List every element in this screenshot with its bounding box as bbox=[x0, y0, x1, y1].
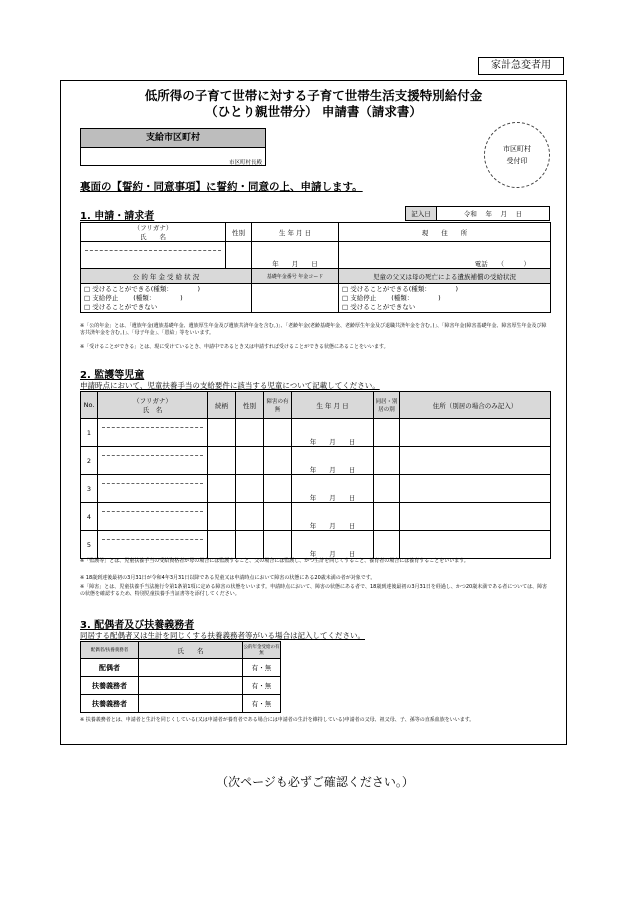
section3-note: ※ 扶養義務者とは、申請者と生計を同じくしている(又は申請者が養育者である場合には申請者の生計を維持している)申請者の父母、祖父母、子、孫等の直系血族をいいます。 bbox=[80, 717, 475, 723]
applicant-table bbox=[80, 222, 551, 313]
section1-date-table bbox=[80, 206, 550, 221]
dependent-row: 扶養義務者 有・無 bbox=[81, 677, 281, 695]
footer-note: （次ページも必ずご確認ください。） bbox=[216, 775, 414, 789]
title-line1: 低所得の子育て世帯に対する子育て世帯生活支援特別給付金 bbox=[144, 88, 483, 103]
section2-note1: ※「監護等」とは、児童扶養手当の受給資格者が母の場合には監護すること、父の場合には監護し、かつ生計を同じくすること、養育者の場合には養育することをいいます。 bbox=[80, 558, 469, 564]
child-disability-header: 障害の有無 bbox=[264, 392, 292, 419]
applicant-dob-field[interactable]: 年 月 日 bbox=[252, 242, 339, 269]
applicant-address-field[interactable]: 電話 （ ） bbox=[339, 242, 551, 269]
child-gender-header: 性別 bbox=[236, 392, 264, 419]
child-living-header: 同居・別居の別 bbox=[374, 392, 400, 419]
form-title bbox=[60, 88, 567, 120]
date-field[interactable]: 令和 年 月 日 bbox=[437, 207, 550, 221]
child-dob-header: 生 年 月 日 bbox=[292, 392, 374, 419]
pension-options[interactable]: □ 受けることができる(種類： ) □ 支給停止 (種類： ) □ 受けることができない bbox=[81, 284, 252, 313]
dependent-row: 配偶者 有・無 bbox=[81, 659, 281, 677]
section1-note1: ※「公的年金」とは、「遺族年金(遺族基礎年金、遺族厚生年金及び遺族共済年金を含む。)」、「老齢年金(老齢基礎年金、老齢厚生年金及び退職共済年金を含む。)」、「障害年金(障害基礎年金、障害厚生年金及び障害共済年金を含む。)」、「母子年金」、「恩給」等をいいます。 bbox=[80, 323, 547, 336]
municipality-label: 支給市区町村 bbox=[81, 129, 265, 148]
dependent-name-header: 氏 名 bbox=[139, 642, 243, 659]
section3-title: 3. 配偶者及び扶養義務者 bbox=[80, 620, 195, 631]
section1-note2: ※「受けることができる」とは、現に受けているとき、申請中であるとき又は申請すれば受けることができる状態にあることをいいます。 bbox=[80, 344, 389, 350]
municipality-box bbox=[80, 128, 266, 166]
date-label: 記入日 bbox=[406, 207, 437, 221]
pledge-notice: 裏面の【誓約・同意事項】に誓約・同意の上、申請します。 bbox=[80, 181, 363, 193]
dob-header: 生 年 月 日 bbox=[252, 223, 339, 242]
child-row: 5 年 月 日 bbox=[81, 531, 551, 559]
child-no-header: No. bbox=[81, 392, 98, 419]
section2-note2: ※ 18歳到達後最初の3月31日が令和4年3月31日以降である児童又は申請時点において障害の状態にある20歳未満の者が対象です。 bbox=[80, 575, 376, 581]
pension-status-header: 公 的 年 金 受 給 状 況 bbox=[81, 269, 252, 284]
title-line2: （ひとり親世帯分） 申請書（請求書） bbox=[205, 104, 422, 119]
applicant-gender-field[interactable] bbox=[226, 242, 252, 269]
applicant-name-field[interactable] bbox=[81, 242, 226, 269]
survivor-options[interactable]: □ 受けることができる(種類： ) □ 支給停止 (種類： ) □ 受けることができない bbox=[339, 284, 551, 313]
section2-title: 2. 監護等児童 bbox=[80, 370, 145, 381]
dependent-row: 扶養義務者 有・無 bbox=[81, 695, 281, 713]
section3-lead: 同居する配偶者又は生計を同じくする扶養義務者等がいる場合は記入してください。 bbox=[80, 631, 365, 640]
stamp-line1: 市区町村 bbox=[503, 145, 531, 153]
child-relation-header: 続柄 bbox=[208, 392, 236, 419]
gender-header: 性別 bbox=[226, 223, 252, 242]
address-header: 現 住 所 bbox=[339, 223, 551, 242]
section1-title: 1. 申請・請求者 bbox=[80, 211, 155, 222]
form-type-tag: 家計急変者用 bbox=[478, 57, 564, 75]
pension-code-field[interactable] bbox=[252, 284, 339, 313]
municipality-addressee: 市区町村長殿 bbox=[228, 160, 262, 166]
child-row: 3 年 月 日 bbox=[81, 475, 551, 503]
child-address-header: 住所（別居の場合のみ記入） bbox=[400, 392, 551, 419]
pension-code-header: 基礎年金番号 年金コード bbox=[252, 269, 339, 284]
survivor-header: 児童の父又は母の死亡による遺族補償の受給状況 bbox=[339, 269, 551, 284]
section2-lead: 申請時点において、児童扶養手当の支給要件に該当する児童について記載してください。 bbox=[80, 381, 380, 390]
dependent-type-header: 配偶者/扶養義務者 bbox=[81, 642, 139, 659]
dependent-pension-header: 公的年金受給の有無 bbox=[243, 642, 281, 659]
child-row: 4 年 月 日 bbox=[81, 503, 551, 531]
children-table bbox=[80, 391, 551, 559]
dependents-table bbox=[80, 641, 281, 713]
child-row: 2 年 月 日 bbox=[81, 447, 551, 475]
section2-note3: ※「障害」とは、児童扶養手当法施行令第1条第1項に定める障害の状態をいいます。申請時点において、障害の状態にある者で、18歳到達後最初の3月31日を経過し、かつ20歳未満である者については、障害の状態を確認するため、特別児童扶養手当証書等を添付してください。 bbox=[80, 584, 548, 597]
stamp-line2: 受付印 bbox=[506, 157, 528, 165]
child-row: 1 年 月 日 bbox=[81, 419, 551, 447]
reception-stamp bbox=[484, 122, 550, 188]
furigana-name-header: （フリガナ） 氏 名 bbox=[81, 223, 226, 242]
child-name-header: （フリガナ） 氏 名 bbox=[98, 392, 208, 419]
